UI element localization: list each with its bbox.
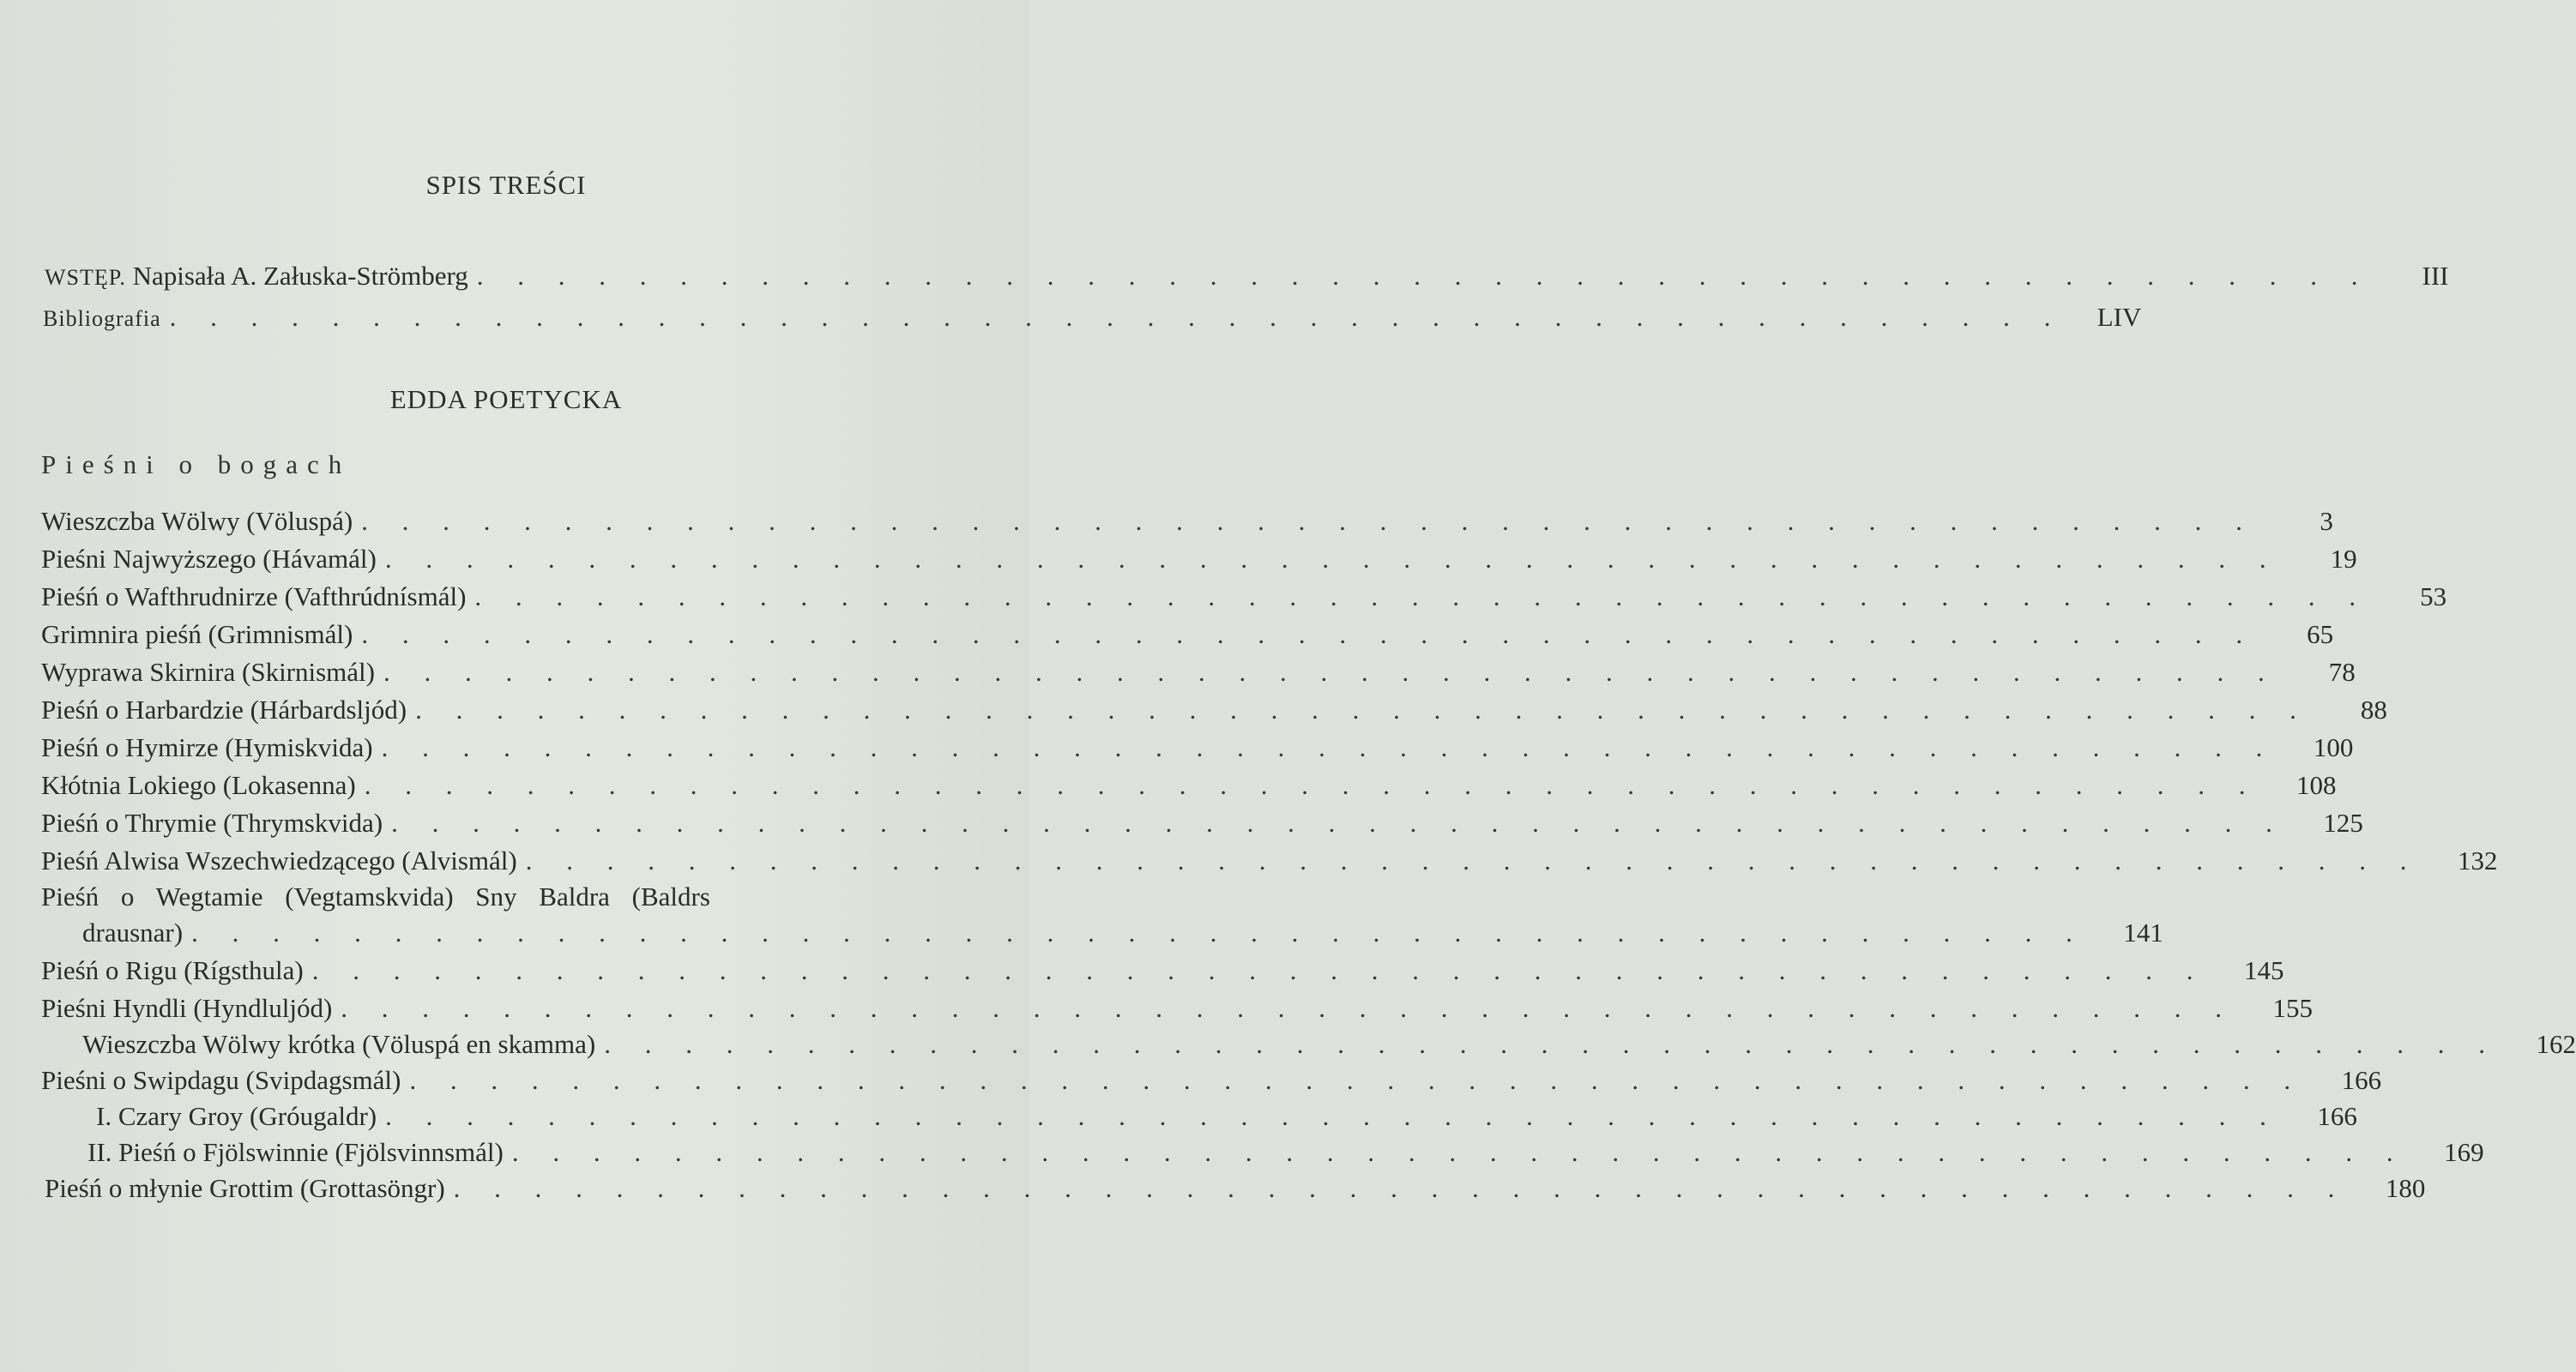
toc-entry bbox=[41, 1065, 2382, 1099]
toc-entry bbox=[41, 732, 2354, 767]
toc-entry-bibliography bbox=[43, 302, 2142, 336]
dot-leader: . . . . . . . . . . . . . . . . . . . . . . . . . . . . . . . . . . . . . . . . . . . . . . . bbox=[391, 808, 2286, 838]
page-number: 180 bbox=[2385, 1173, 2426, 1203]
toc-entry bbox=[41, 581, 2447, 616]
page-number: 166 bbox=[2341, 1065, 2382, 1095]
entry-title: Grimnira pieśń (Grimnismál) bbox=[41, 619, 353, 649]
entry-title: I. Czary Groy (Gróugaldr) bbox=[96, 1101, 377, 1131]
dot-leader: . . . . . . . . . . . . . . . . . . . . . . . . . . . . . . . . . . . . . . . . . . . . . . . bbox=[453, 1173, 2349, 1203]
toc-entry bbox=[41, 619, 2334, 653]
toc-subentry bbox=[87, 1137, 2484, 1171]
toc-entry bbox=[41, 506, 2333, 540]
dot-leader: . . . . . . . . . . . . . . . . . . . . . . . . . . . . . . . . . . . . . . . . . . . . . . . bbox=[381, 732, 2277, 762]
entry-title: Pieśń Alwisa Wszechwiedzącego (Alvismál) bbox=[41, 845, 517, 876]
dot-leader: . . . . . . . . . . . . . . . . . . . . . . . . . . . . . . . . . . . . . . . . . . . . . . . bbox=[511, 1137, 2407, 1167]
page-number: 19 bbox=[2330, 544, 2357, 574]
entry-title: II. Pieśń o Fjölswinnie (Fjölsvinnsmál) bbox=[87, 1137, 504, 1167]
section-title: Pieśni o bogach bbox=[41, 449, 352, 479]
toc-entry bbox=[41, 808, 2363, 842]
dot-leader: . . . . . . . . . . . . . . . . . . . . . . . . . . . . . . . . . . . . . . . . . . . . . . . bbox=[169, 302, 2065, 332]
dot-leader: . . . . . . . . . . . . . . . . . . . . . . . . . . . . . . . . . . . . . . . . . . . . . . . bbox=[476, 261, 2372, 291]
toc-entry bbox=[41, 845, 2498, 880]
page-number: 141 bbox=[2123, 918, 2163, 948]
entry-title: Pieśni o Swipdagu (Svipdagsmál) bbox=[41, 1065, 401, 1095]
entry-title: Bibliografia bbox=[43, 306, 161, 331]
entry-title: Wyprawa Skirnira (Skirnismál) bbox=[41, 657, 375, 687]
toc-entry bbox=[41, 544, 2357, 578]
dot-leader: . . . . . . . . . . . . . . . . . . . . . . . . . . . . . . . . . . . . . . . . . . . . . . . bbox=[385, 1101, 2280, 1131]
toc-entry bbox=[41, 993, 2314, 1027]
entry-title: drausnar) bbox=[82, 918, 184, 948]
entry-title: Pieśni Najwyższego (Hávamál) bbox=[41, 544, 377, 574]
dot-leader: . . . . . . . . . . . . . . . . . . . . . . . . . . . . . . . . . . . . . . . . . . . . . . . bbox=[191, 918, 2086, 948]
dot-leader: . . . . . . . . . . . . . . . . . . . . . . . . . . . . . . . . . . . . . . . . . . . . . . . bbox=[311, 955, 2207, 985]
part-title: EDDA POETYCKA bbox=[389, 384, 623, 414]
page-number: 125 bbox=[2323, 808, 2363, 838]
page-number: 53 bbox=[2420, 581, 2447, 611]
toc-entry bbox=[41, 657, 2356, 691]
entry-title-first-line: Pieśń o Wegtamie (Vegtamskvida) Sny Baldra (Baldrs bbox=[41, 882, 710, 912]
entry-title: Wieszczba Wölwy krótka (Völuspá en skamma) bbox=[82, 1029, 596, 1059]
entry-title: Pieśń o Harbardzie (Hárbardsljód) bbox=[41, 695, 407, 725]
entry-title: Wieszczba Wölwy (Völuspá) bbox=[41, 506, 353, 536]
page-number: 145 bbox=[2243, 955, 2284, 985]
entry-title: Pieśń o Hymirze (Hymiskvida) bbox=[41, 732, 373, 762]
dot-leader: . . . . . . . . . . . . . . . . . . . . . . . . . . . . . . . . . . . . . . . . . . . . . . . bbox=[341, 993, 2236, 1023]
page-number: 3 bbox=[2320, 506, 2333, 536]
page-number: 155 bbox=[2272, 993, 2314, 1023]
page-number: 65 bbox=[2307, 619, 2334, 649]
dot-leader: . . . . . . . . . . . . . . . . . . . . . . . . . . . . . . . . . . . . . . . . . . . . . . . bbox=[604, 1029, 2499, 1059]
entry-prefix: WSTĘP. bbox=[45, 265, 126, 290]
toc-entry-introduction bbox=[45, 261, 2449, 295]
entry-title: Pieśni Hyndli (Hyndluljód) bbox=[41, 993, 333, 1023]
toc-entry bbox=[82, 918, 2163, 952]
page-number: 88 bbox=[2360, 695, 2387, 725]
toc-subentry bbox=[82, 1029, 2576, 1063]
entry-title: Pieśń o młynie Grottim (Grottasöngr) bbox=[45, 1173, 445, 1203]
page-number: 132 bbox=[2457, 845, 2498, 876]
page-title: SPIS TREŚCI bbox=[425, 170, 587, 200]
page-number: LIV bbox=[2096, 302, 2142, 332]
page-number: 169 bbox=[2444, 1137, 2484, 1167]
dot-leader: . . . . . . . . . . . . . . . . . . . . . . . . . . . . . . . . . . . . . . . . . . . . . . . bbox=[415, 695, 2310, 725]
toc-entry bbox=[41, 695, 2387, 729]
entry-title: Pieśń o Rigu (Rígsthula) bbox=[41, 955, 304, 985]
page-number: 108 bbox=[2295, 770, 2337, 800]
page-number: 166 bbox=[2317, 1101, 2357, 1131]
page-number: 100 bbox=[2313, 732, 2354, 762]
dot-leader: . . . . . . . . . . . . . . . . . . . . . . . . . . . . . . . . . . . . . . . . . . . . . . . bbox=[361, 619, 2257, 649]
toc-entry bbox=[41, 770, 2337, 804]
dot-leader: . . . . . . . . . . . . . . . . . . . . . . . . . . . . . . . . . . . . . . . . . . . . . . . bbox=[525, 845, 2421, 876]
dot-leader: . . . . . . . . . . . . . . . . . . . . . . . . . . . . . . . . . . . . . . . . . . . . . . . bbox=[474, 581, 2370, 611]
entry-title: Pieśń o Wafthrudnirze (Vafthrúdnísmál) bbox=[41, 581, 467, 611]
dot-leader: . . . . . . . . . . . . . . . . . . . . . . . . . . . . . . . . . . . . . . . . . . . . . . . bbox=[364, 770, 2259, 800]
toc-entry bbox=[41, 955, 2284, 990]
page-number: III bbox=[2422, 261, 2449, 291]
dot-leader: . . . . . . . . . . . . . . . . . . . . . . . . . . . . . . . . . . . . . . . . . . . . . . . bbox=[383, 657, 2278, 687]
entry-title: Kłótnia Lokiego (Lokasenna) bbox=[41, 770, 356, 800]
dot-leader: . . . . . . . . . . . . . . . . . . . . . . . . . . . . . . . . . . . . . . . . . . . . . . . bbox=[409, 1065, 2305, 1095]
dot-leader: . . . . . . . . . . . . . . . . . . . . . . . . . . . . . . . . . . . . . . . . . . . . . . . bbox=[361, 506, 2256, 536]
toc-subentry bbox=[96, 1101, 2357, 1135]
toc-entry bbox=[45, 1173, 2426, 1207]
entry-title: Pieśń o Thrymie (Thrymskvida) bbox=[41, 808, 383, 838]
dot-leader: . . . . . . . . . . . . . . . . . . . . . . . . . . . . . . . . . . . . . . . . . . . . . . . bbox=[384, 544, 2280, 574]
entry-title: Napisała A. Załuska-Strömberg bbox=[132, 261, 468, 291]
page-number: 78 bbox=[2328, 657, 2356, 687]
page-number: 162 bbox=[2536, 1029, 2576, 1059]
